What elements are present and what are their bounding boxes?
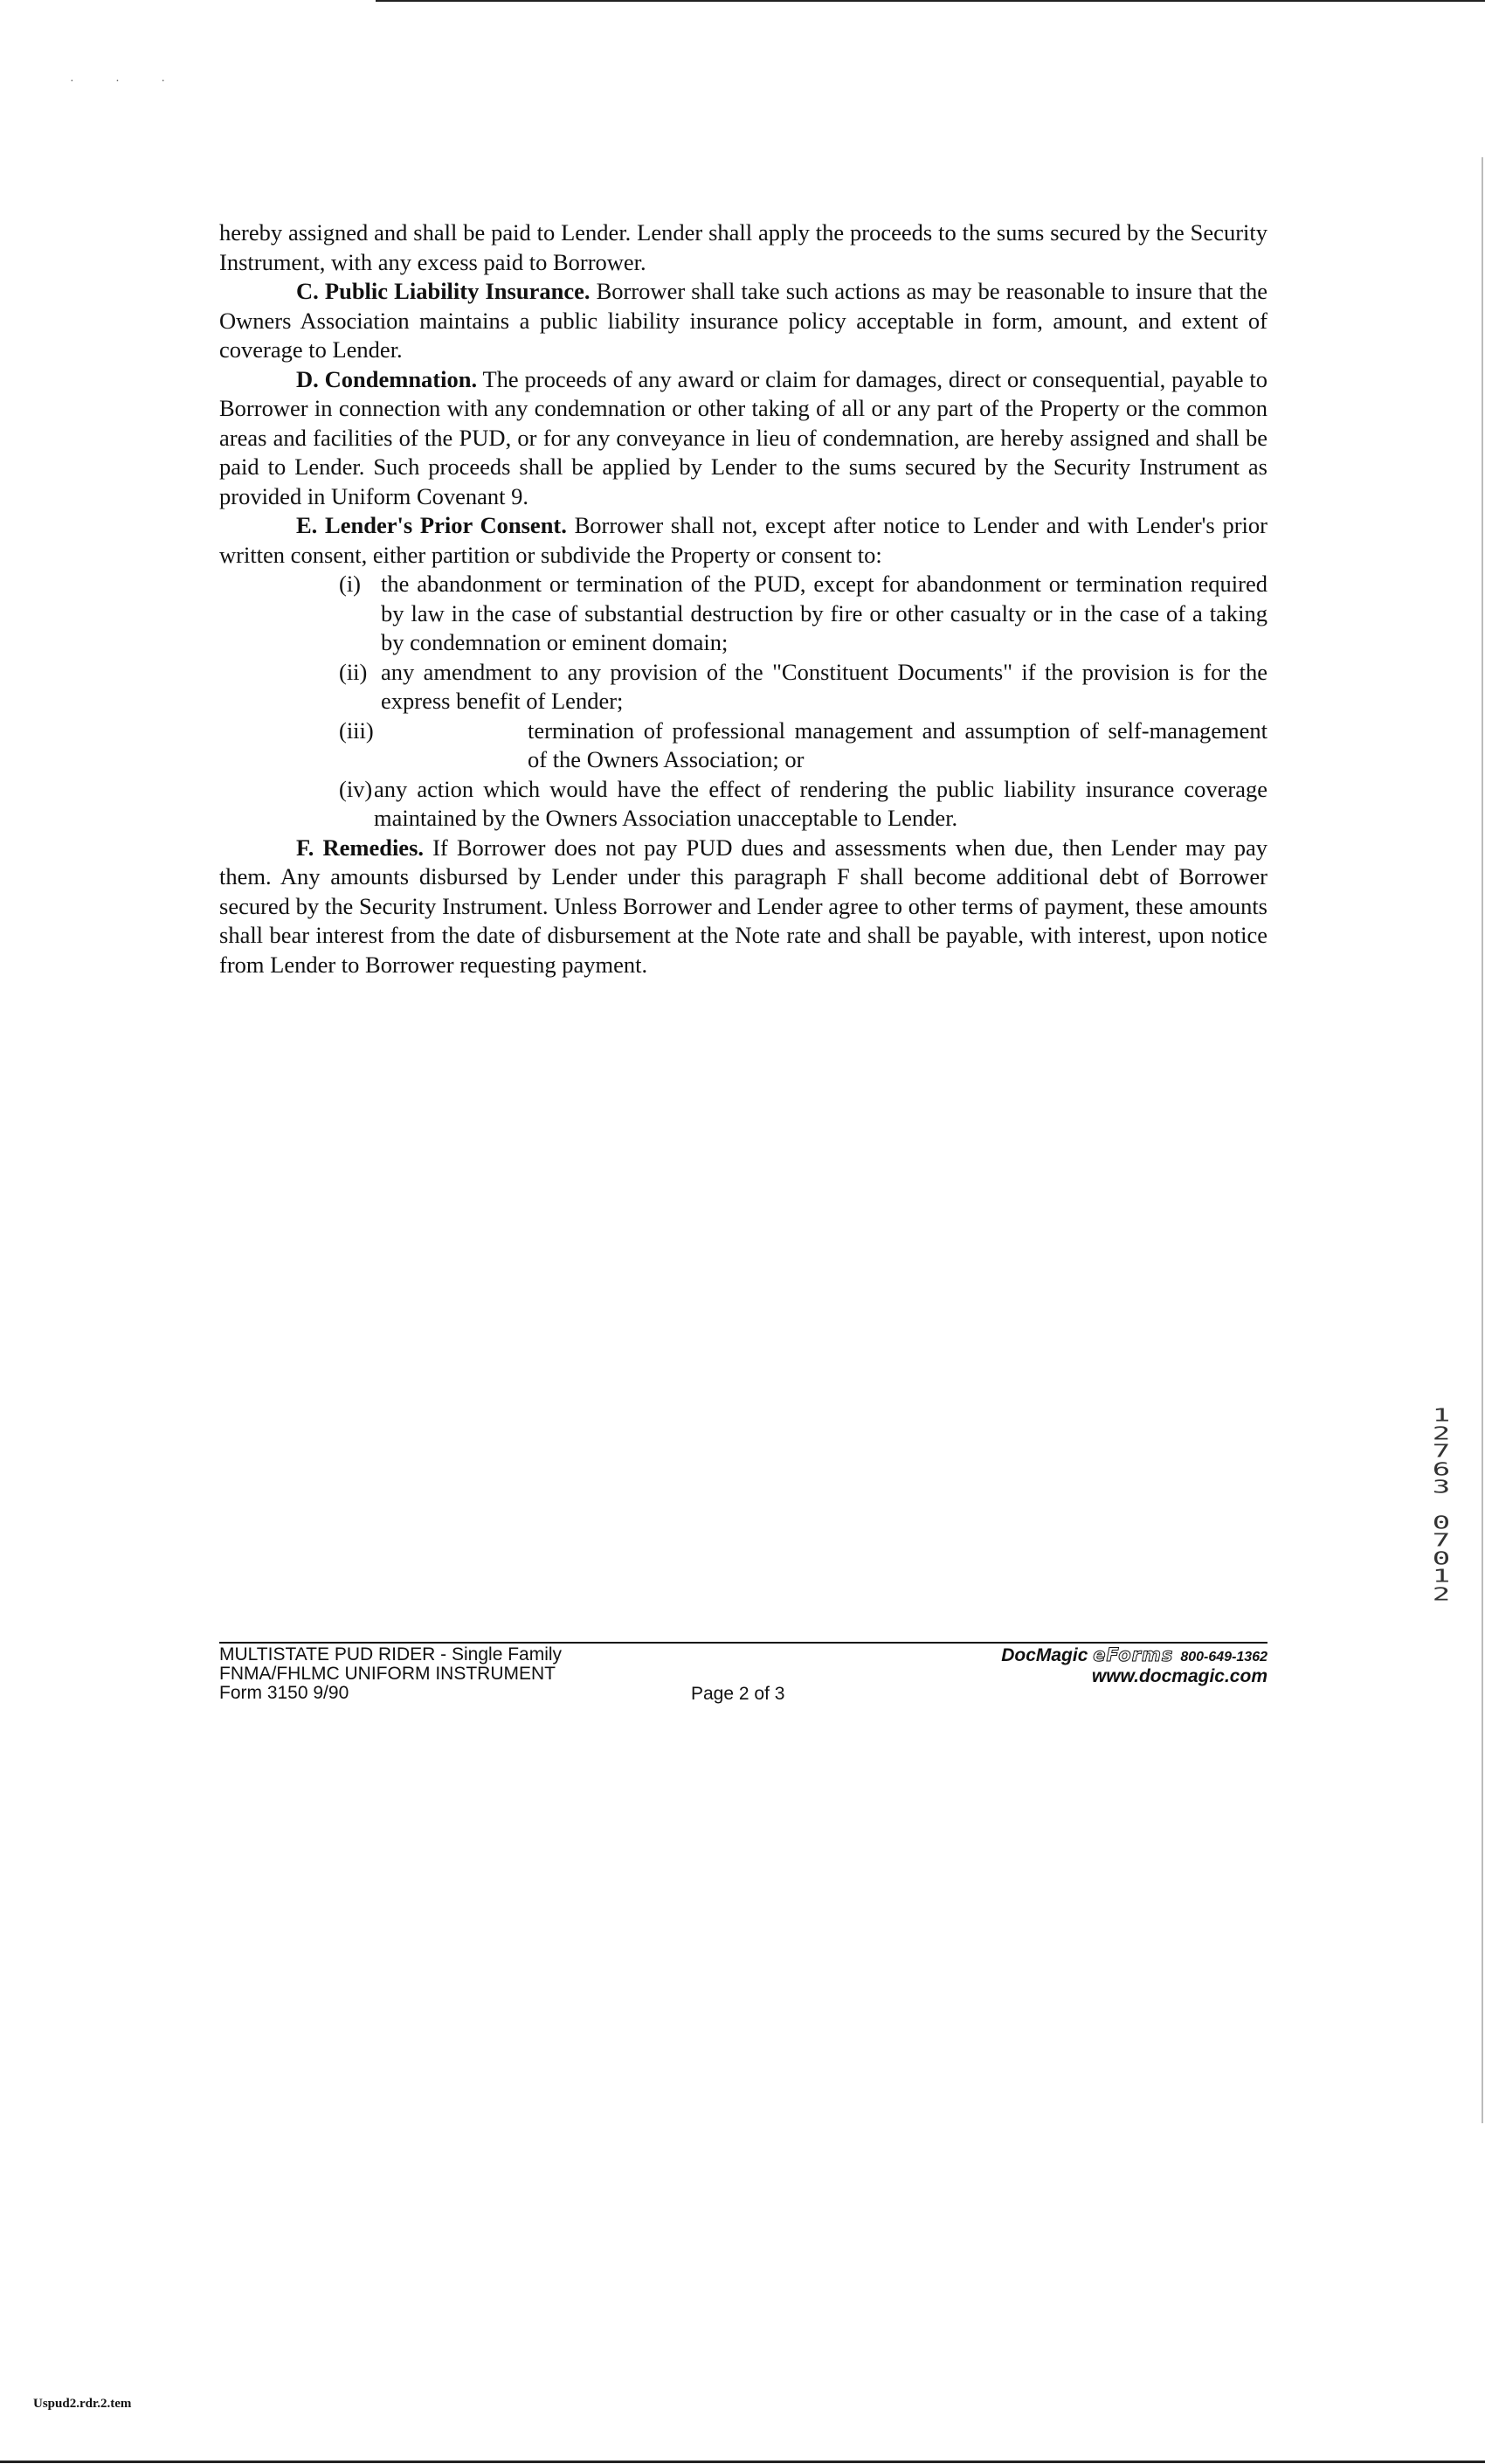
right-border-line <box>1482 157 1483 2123</box>
stamp-digit: 1 <box>1432 1566 1451 1588</box>
section-e-paragraph <box>219 511 1267 570</box>
stamp-digit: 7 <box>1432 1441 1451 1463</box>
stamp-digit: 0 <box>1432 1512 1451 1533</box>
stamp-digit: 1 <box>1432 1405 1451 1427</box>
consent-list <box>219 570 1267 834</box>
stamp-digit: 7 <box>1432 1530 1451 1552</box>
vendor-forms-logo: eForms <box>1093 1644 1174 1665</box>
bottom-border-line <box>0 2461 1485 2463</box>
section-f-paragraph <box>219 834 1267 980</box>
list-item-text: the abandonment or termination of the PUD, except for abandonment or termination required by law in the case of substantial destruction by fire or other casualty or in the case of a taking by condemnation or eminent domain; <box>381 571 1267 655</box>
list-item-text: any action which would have the effect of rendering the public liability insurance coverage maintained by the Owners Association unacceptable to Lender. <box>374 775 1267 831</box>
footer-divider <box>219 1642 1267 1644</box>
intro-paragraph: hereby assigned and shall be paid to Lender. Lender shall apply the proceeds to the sums secured by the Security Instrument, with any excess paid to Borrower. <box>219 219 1267 275</box>
list-item-text: any amendment to any provision of the "Constituent Documents" if the provision is for the express benefit of Lender; <box>381 658 1267 714</box>
list-item-number: (ii) <box>339 658 368 685</box>
stamp-digit: 2 <box>1432 1422 1451 1444</box>
form-title: MULTISTATE PUD RIDER - Single Family <box>219 1644 563 1665</box>
template-file-name: Uspud2.rdr.2.tem <box>33 2397 132 2411</box>
list-item <box>219 716 1267 775</box>
form-footer <box>219 1642 1267 1712</box>
vendor-info <box>1001 1645 1267 1686</box>
stamp-digit: 3 <box>1432 1477 1451 1498</box>
section-c-text: Borrower shall take such actions as may be reasonable to insure that the Owners Association maintains a public liability insurance policy acceptable in form, amount, and extent of coverage to Lender. <box>219 278 1267 363</box>
vendor-phone: 800-649-1362 <box>1180 1650 1267 1665</box>
list-item-number: (i) <box>339 571 362 597</box>
document-body <box>219 218 1267 979</box>
stamp-digit: 0 <box>1432 1547 1451 1569</box>
section-f-heading: F. Remedies. <box>296 834 425 861</box>
scan-specks: · · · <box>70 75 184 88</box>
list-item <box>219 775 1267 834</box>
section-f-text: If Borrower does not pay PUD dues and assessments when due, then Lender may pay them. Any amounts disbursed by Lender under this paragraph F shall become additional debt of Borrower secured by the Security Instrument. Unless Borrower and Lender agree to other terms of payment, these amounts shall bear interest from the date of disbursement at the Note rate and shall be payable, with interest, upon notice from Lender to Borrower requesting payment. <box>219 834 1268 978</box>
section-c-heading: C. Public Liability Insurance. <box>296 278 591 304</box>
list-item <box>219 658 1267 716</box>
section-e-heading: E. Lender's Prior Consent. <box>296 512 567 538</box>
form-identification <box>219 1645 562 1703</box>
list-item-number: (iii) <box>339 716 374 744</box>
list-item-text: termination of professional management and assumption of self-management of the Owners Association; or <box>528 716 1267 772</box>
section-d-text: The proceeds of any award or claim for damages, direct or consequential, payable to Borrower in connection with any condemnation or other taking of all or any part of the Property or the common areas and facilities of the PUD, or for any conveyance in lieu of condemnation, are hereby assigned and shall be paid to Lender. Such proceeds shall be applied by Lender to the sums secured by the Security Instrument as provided in Uniform Covenant 9. <box>219 365 1267 509</box>
section-e-text: Borrower shall not, except after notice to Lender and with Lender's prior written consent, either partition or subdivide the Property or consent to: <box>219 512 1267 568</box>
section-c-paragraph <box>219 277 1267 365</box>
section-d-paragraph <box>219 365 1267 512</box>
list-item <box>219 570 1267 658</box>
section-d-heading: D. Condemnation. <box>296 365 478 392</box>
stamp-digit: 2 <box>1432 1583 1451 1605</box>
form-number: Form 3150 9/90 <box>219 1683 349 1703</box>
vendor-website: www.docmagic.com <box>1091 1666 1267 1686</box>
document-number-stamp <box>1424 1407 1459 1603</box>
list-item-number: (iv) <box>339 775 373 802</box>
page-number: Page 2 of 3 <box>691 1684 785 1704</box>
form-instrument: FNMA/FHLMC UNIFORM INSTRUMENT <box>219 1664 556 1684</box>
vendor-brand: DocMagic <box>1001 1645 1094 1665</box>
stamp-digit: 6 <box>1432 1458 1451 1480</box>
top-border-line <box>376 0 1485 2</box>
